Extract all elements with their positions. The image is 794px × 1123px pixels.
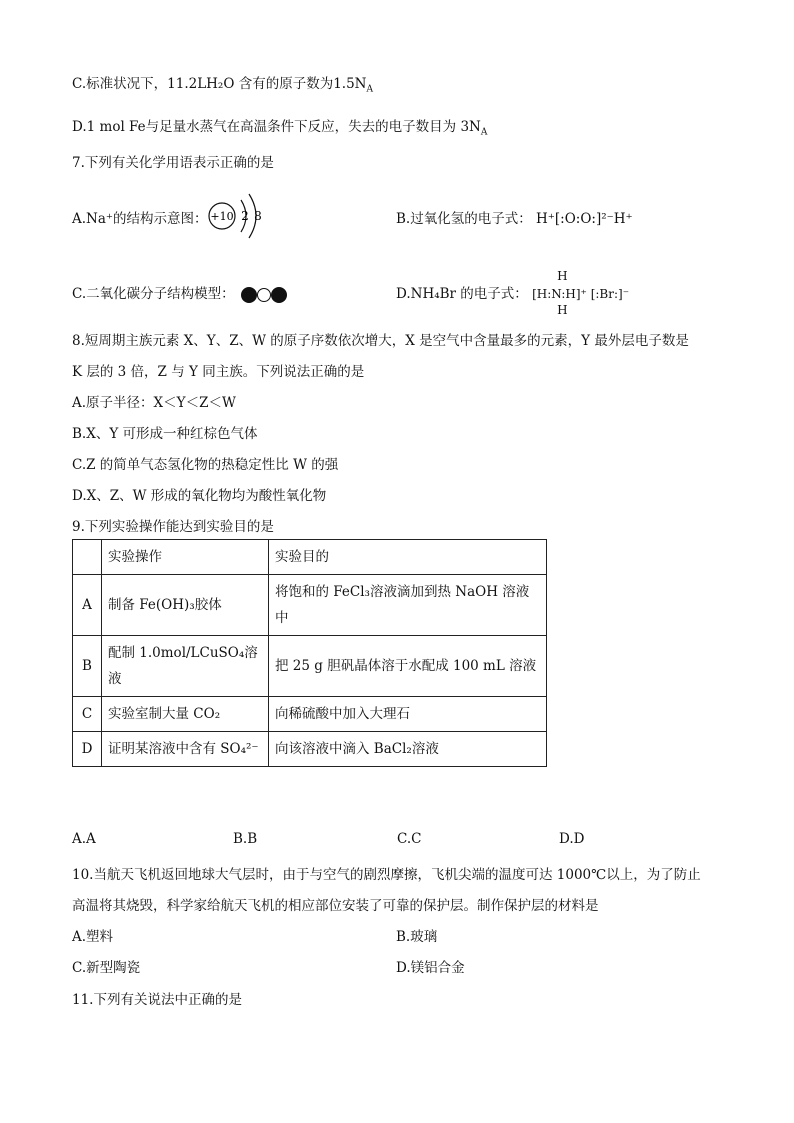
q9-answer-b: B.B <box>233 831 258 847</box>
q7-option-a <box>72 207 208 227</box>
co2-ball-model <box>241 286 287 303</box>
ammonium-bromide-formula <box>532 269 630 317</box>
q8-stem-line1: 8.短周期主族元素 X、Y、Z、W 的原子序数依次增大，X 是空气中含量最多的元素，Y 最外层电子数是 <box>72 333 689 349</box>
q6-option-d-text: D.1 mol Fe与足量水蒸气在高温条件下反应，失去的电子数目为 3N <box>72 119 481 135</box>
q9-stem: 9.下列实验操作能达到实验目的是 <box>72 519 274 535</box>
q7-option-d <box>396 269 630 317</box>
row-label: C <box>73 697 102 732</box>
row-op: 制备 Fe(OH)₃胶体 <box>102 575 269 636</box>
q10-option-c: C.新型陶瓷 <box>72 960 141 976</box>
q6-option-c-sub: A <box>366 84 373 95</box>
q6-option-d <box>72 115 487 138</box>
q10-stem-line1: 10.当航天飞机返回地球大气层时，由于与空气的剧烈摩擦，飞机尖端的温度可达 1000℃以上，为了防止 <box>72 867 701 883</box>
row-goal: 向该溶液中滴入 BaCl₂溶液 <box>269 732 547 767</box>
q10-option-d: D.镁铝合金 <box>396 960 465 976</box>
q9-answer-c: C.C <box>397 831 422 847</box>
q11-stem: 11.下列有关说法中正确的是 <box>72 992 242 1008</box>
q8-option-c: C.Z 的简单气态氢化物的热稳定性比 W 的强 <box>72 457 339 473</box>
row-op: 实验室制大量 CO₂ <box>102 697 269 732</box>
q7-stem: 7.下列有关化学用语表示正确的是 <box>72 155 274 171</box>
q7-option-c <box>72 282 287 303</box>
oxygen-ball-icon <box>271 287 287 303</box>
table-header-goal: 实验目的 <box>269 540 547 575</box>
bottom-hydrogen: H <box>557 303 568 317</box>
table-row <box>73 575 547 636</box>
carbon-ball-icon <box>257 288 271 302</box>
ammonium-bromide-formula-text: [H:N:H]⁺ [:Br:]⁻ <box>532 287 630 301</box>
q8-stem-line2: K 层的 3 倍，Z 与 Y 同主族。下列说法正确的是 <box>72 364 365 380</box>
q10-stem-line2: 高温将其烧毁，科学家给航天飞机的相应部位安装了可靠的保护层。制作保护层的材料是 <box>72 898 599 914</box>
shell-2-count: 8 <box>254 209 262 223</box>
q7-option-c-label: C.二氧化碳分子结构模型： <box>72 286 235 302</box>
hydrogen-peroxide-formula: H⁺[:O:O:]²⁻H⁺ <box>536 211 633 227</box>
row-label: A <box>73 575 102 636</box>
q7-option-d-label: D.NH₄Br 的电子式： <box>396 286 528 302</box>
nucleus-charge: +10 <box>210 210 234 223</box>
table-header-blank <box>73 540 102 575</box>
q8-option-b: B.X、Y 可形成一种红棕色气体 <box>72 426 258 442</box>
row-goal: 向稀硫酸中加入大理石 <box>269 697 547 732</box>
row-goal: 将饱和的 FeCl₃溶液滴加到热 NaOH 溶液中 <box>269 575 547 636</box>
row-op: 配制 1.0mol/LCuSO₄溶液 <box>102 636 269 697</box>
row-label: B <box>73 636 102 697</box>
q9-answer-d: D.D <box>559 831 585 847</box>
q8-option-d: D.X、Z、W 形成的氧化物均为酸性氧化物 <box>72 488 327 504</box>
sodium-ion-structure-diagram <box>205 188 275 244</box>
row-goal: 把 25 g 胆矾晶体溶于水配成 100 mL 溶液 <box>269 636 547 697</box>
row-label: D <box>73 732 102 767</box>
table-row <box>73 697 547 732</box>
shell-1-count: 2 <box>241 209 249 223</box>
table-row <box>73 636 547 697</box>
oxygen-ball-icon <box>241 287 257 303</box>
table-header-row <box>73 540 547 575</box>
q8-option-a: A.原子半径：X＜Y＜Z＜W <box>72 395 236 411</box>
top-hydrogen: H <box>557 269 568 283</box>
experiment-table <box>72 539 547 767</box>
q9-answer-a: A.A <box>72 831 96 847</box>
q6-option-c-text: C.标准状况下，11.2LH₂O 含有的原子数为1.5N <box>72 76 367 92</box>
table-header-op: 实验操作 <box>102 540 269 575</box>
q10-option-a: A.塑料 <box>72 929 114 945</box>
q7-option-b <box>396 207 633 227</box>
q7-option-a-label: A.Na⁺的结构示意图： <box>72 211 208 227</box>
q10-option-b: B.玻璃 <box>396 929 438 945</box>
q6-option-c <box>72 72 373 95</box>
q6-option-d-sub: A <box>480 127 488 138</box>
table-row <box>73 732 547 767</box>
q7-option-b-label: B.过氧化氢的电子式： <box>396 211 532 227</box>
row-op: 证明某溶液中含有 SO₄²⁻ <box>102 732 269 767</box>
